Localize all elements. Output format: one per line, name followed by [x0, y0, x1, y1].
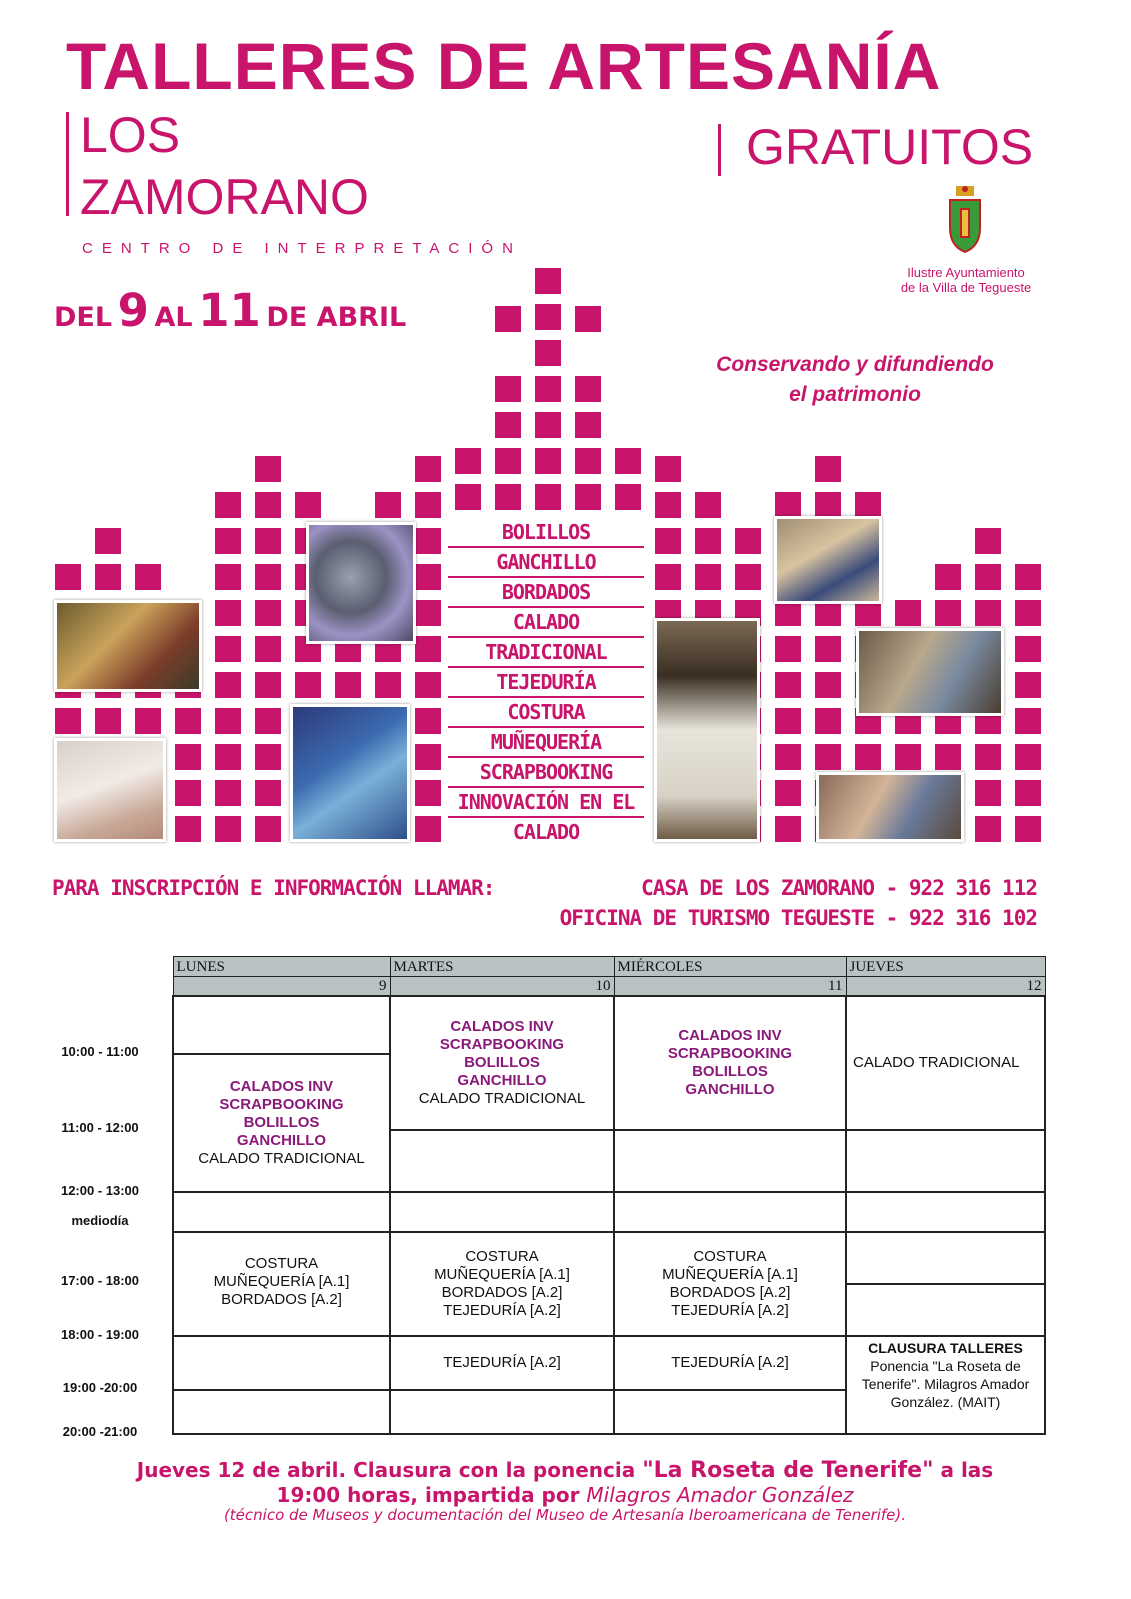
decor-block	[495, 376, 521, 402]
schedule-cell	[614, 1336, 846, 1390]
decor-block	[975, 564, 1001, 590]
decor-block	[775, 780, 801, 806]
cell-line: TEJEDURÍA [A.2]	[443, 1354, 561, 1371]
taller-item: MUÑEQUERÍA	[448, 728, 644, 758]
decor-block	[1015, 672, 1041, 698]
decor-block	[815, 636, 841, 662]
schedule-cell	[173, 1192, 390, 1232]
decor-block	[495, 412, 521, 438]
decor-block	[255, 492, 281, 518]
cell-line: BORDADOS [A.2]	[441, 1284, 563, 1301]
day-number: 9	[173, 977, 390, 997]
footer-line-1	[30, 1458, 1100, 1483]
schedule-cell	[173, 1054, 390, 1192]
schedule-cell	[614, 1130, 846, 1192]
decor-block	[535, 268, 561, 294]
decor-block	[975, 780, 1001, 806]
decor-block	[855, 744, 881, 770]
decor-block	[695, 528, 721, 554]
cell-line: SCRAPBOOKING	[439, 1036, 565, 1053]
schedule-table	[172, 956, 1046, 1435]
taller-list	[448, 518, 644, 848]
decor-block	[415, 672, 441, 698]
decor-block	[575, 448, 601, 474]
schedule-cell	[173, 1232, 390, 1336]
decor-block	[975, 528, 1001, 554]
slogan-line-2: el patrimonio	[789, 383, 921, 406]
day-number: 11	[614, 977, 846, 997]
decor-block	[455, 448, 481, 474]
contact-oficina: OFICINA DE TURISMO TEGUESTE - 922 316 102	[559, 906, 1037, 930]
footer-credit: (técnico de Museos y documentación del Museo de Artesanía Iberoamericana de Tenerife).	[223, 1506, 907, 1524]
taller-item: CALADO	[512, 820, 580, 844]
decor-block	[215, 636, 241, 662]
schedule-cell	[846, 1336, 1045, 1434]
decor-block	[255, 564, 281, 590]
cell-line: COSTURA	[244, 1255, 319, 1272]
decor-block	[615, 448, 641, 474]
decor-block	[135, 708, 161, 734]
day-header: LUNES	[173, 957, 390, 977]
decor-block	[255, 744, 281, 770]
slogan-line-1: Conservando y difundiendo	[716, 353, 994, 376]
venue-divider	[66, 112, 69, 216]
time-label: 18:00 - 19:00	[60, 1327, 140, 1342]
event-dates	[54, 284, 406, 337]
photo-scrapbook	[290, 704, 410, 842]
decor-block	[495, 448, 521, 474]
decor-block	[775, 672, 801, 698]
decor-block	[535, 340, 561, 366]
decor-block	[535, 304, 561, 330]
schedule-cell	[390, 996, 614, 1130]
decor-block	[215, 672, 241, 698]
photo-grupo-taller	[816, 772, 964, 842]
schedule-cell	[390, 1232, 614, 1336]
time-label: 11:00 - 12:00	[61, 1120, 139, 1135]
decor-block	[215, 564, 241, 590]
venue-line-1: LOS	[80, 107, 181, 163]
taller-item: CALADO	[448, 608, 644, 638]
decor-block	[255, 816, 281, 842]
decor-block	[815, 708, 841, 734]
decor-block	[895, 744, 921, 770]
decor-block	[1015, 744, 1041, 770]
clausura-title: CLAUSURA TALLERES	[868, 1340, 1023, 1356]
decor-block	[415, 492, 441, 518]
footer-text: 19:00 horas, impartida por	[276, 1483, 587, 1507]
decor-block	[935, 564, 961, 590]
photo-pulseras	[306, 522, 416, 644]
decor-block	[815, 744, 841, 770]
cell-line: CALADOS INV	[450, 1018, 554, 1035]
time-label: mediodía	[71, 1213, 129, 1228]
decor-block	[775, 636, 801, 662]
decor-block	[975, 744, 1001, 770]
cell-line: COSTURA	[465, 1248, 539, 1265]
taller-item: COSTURA	[448, 698, 644, 728]
decor-block	[415, 816, 441, 842]
decor-block	[975, 816, 1001, 842]
decor-block	[135, 564, 161, 590]
decor-block	[95, 708, 121, 734]
decor-block	[535, 448, 561, 474]
cell-line: MUÑEQUERÍA [A.1]	[662, 1266, 798, 1283]
decor-block	[215, 600, 241, 626]
decor-block	[415, 636, 441, 662]
decor-block	[935, 600, 961, 626]
time-label: 20:00 -21:00	[62, 1424, 138, 1439]
photo-bolillos	[54, 600, 202, 692]
schedule-cell	[390, 1336, 614, 1390]
cell-line: BOLILLOS	[464, 1054, 540, 1071]
dates-al: AL	[154, 302, 193, 333]
decor-block	[175, 816, 201, 842]
decor-block	[735, 564, 761, 590]
decor-block	[415, 528, 441, 554]
decor-block	[295, 672, 321, 698]
contact-casa: CASA DE LOS ZAMORANO - 922 316 112	[641, 876, 1037, 900]
taller-item: SCRAPBOOKING	[448, 758, 644, 788]
decor-block	[95, 528, 121, 554]
decor-block	[415, 708, 441, 734]
schedule-cell	[614, 1232, 846, 1336]
decor-block	[255, 636, 281, 662]
schedule-cell	[846, 1192, 1045, 1232]
decor-block	[535, 484, 561, 510]
decor-block	[575, 376, 601, 402]
day-header: JUEVES	[846, 957, 1045, 977]
dates-month: DE ABRIL	[266, 302, 407, 333]
decor-block	[175, 744, 201, 770]
coat-of-arms-icon	[946, 184, 984, 254]
time-label: 19:00 -20:00	[62, 1380, 138, 1395]
cell-line: COSTURA	[693, 1248, 767, 1265]
decor-block	[215, 492, 241, 518]
schedule-cell	[614, 996, 846, 1130]
cell-line: CALADOS INV	[229, 1078, 334, 1095]
schedule-cell	[614, 1390, 846, 1434]
footer-line-2	[30, 1483, 1100, 1508]
venue-subtitle: CENTRO DE INTERPRETACIÓN	[82, 240, 522, 257]
decor-block	[775, 816, 801, 842]
decor-block	[375, 672, 401, 698]
schedule-cell	[390, 1192, 614, 1232]
contact-label: PARA INSCRIPCIÓN E INFORMACIÓN LLAMAR:	[52, 876, 495, 900]
decor-block	[535, 412, 561, 438]
decor-block	[815, 672, 841, 698]
decor-block	[1015, 564, 1041, 590]
cell-line: GANCHILLO	[236, 1132, 327, 1149]
cell-line: GANCHILLO	[457, 1072, 547, 1089]
footer-announcement	[30, 1458, 1100, 1508]
decor-block	[895, 600, 921, 626]
schedule-cell	[846, 1232, 1045, 1284]
schedule-cell	[390, 1130, 614, 1192]
decor-block	[815, 456, 841, 482]
decor-block	[535, 376, 561, 402]
photo-telar	[856, 628, 1004, 716]
cell-line: MUÑEQUERÍA [A.1]	[434, 1266, 570, 1283]
schedule-cell	[846, 996, 1045, 1130]
decor-block	[775, 492, 801, 518]
decor-block	[655, 492, 681, 518]
decor-block	[335, 672, 361, 698]
footer-text: Jueves 12 de abril. Clausura con la ponencia	[136, 1458, 643, 1482]
cell-line: CALADO TRADICIONAL	[418, 1090, 586, 1107]
decor-block	[575, 484, 601, 510]
decor-block	[935, 744, 961, 770]
footer-text: a las	[933, 1458, 994, 1482]
taller-item: GANCHILLO	[448, 548, 644, 578]
ayuntamiento-line-1: Ilustre Ayuntamiento	[907, 265, 1025, 280]
cell-line: MUÑEQUERÍA [A.1]	[213, 1273, 350, 1290]
decor-block	[655, 456, 681, 482]
dates-start: 9	[117, 284, 149, 337]
table-row	[173, 1336, 1045, 1390]
decor-block	[175, 780, 201, 806]
decor-block	[1015, 600, 1041, 626]
decor-block	[95, 564, 121, 590]
decor-block	[575, 306, 601, 332]
clausura-text: Ponencia "La Roseta de Tenerife". Milagros Amador González. (MAIT)	[861, 1358, 1030, 1410]
schedule-cell	[173, 1390, 390, 1434]
decor-block	[55, 564, 81, 590]
decor-block	[215, 708, 241, 734]
decor-block	[495, 306, 521, 332]
decor-block	[415, 456, 441, 482]
decor-block	[1015, 708, 1041, 734]
photo-bordado-mano	[54, 738, 166, 842]
decor-block	[655, 564, 681, 590]
decor-block	[255, 780, 281, 806]
decor-block	[775, 744, 801, 770]
cell-line: BORDADOS [A.2]	[669, 1284, 791, 1301]
cell-line: BOLILLOS	[692, 1063, 768, 1080]
decor-block	[255, 672, 281, 698]
table-row	[173, 1192, 1045, 1232]
day-header: MARTES	[390, 957, 614, 977]
decor-block	[1015, 780, 1041, 806]
gratuitos-divider	[718, 124, 721, 176]
ayuntamiento-line-2: de la Villa de Tegueste	[900, 280, 1032, 295]
cell-line: SCRAPBOOKING	[667, 1045, 793, 1062]
table-row	[173, 996, 1045, 1054]
time-label: 12:00 - 13:00	[60, 1183, 140, 1198]
ayuntamiento-name	[884, 265, 1048, 295]
decor-block	[415, 744, 441, 770]
cell-line: CALADO TRADICIONAL	[198, 1150, 365, 1167]
decor-block	[455, 484, 481, 510]
decor-block	[1015, 636, 1041, 662]
decor-block	[615, 484, 641, 510]
table-row	[173, 1232, 1045, 1284]
cell-line: TEJEDURÍA [A.2]	[671, 1354, 789, 1371]
schedule-cell	[614, 1192, 846, 1232]
decor-block	[495, 484, 521, 510]
decor-block	[815, 492, 841, 518]
cell-line: CALADOS INV	[678, 1027, 782, 1044]
decor-block	[215, 528, 241, 554]
taller-item: BOLILLOS	[448, 518, 644, 548]
decor-block	[1015, 816, 1041, 842]
decor-block	[695, 492, 721, 518]
cell-line: BORDADOS [A.2]	[221, 1291, 342, 1308]
cell-line: BOLILLOS	[243, 1114, 320, 1131]
decor-block	[575, 412, 601, 438]
decor-block	[255, 708, 281, 734]
decor-block	[175, 708, 201, 734]
schedule-cell	[173, 996, 390, 1054]
cell-line: SCRAPBOOKING	[219, 1096, 344, 1113]
time-label: 10:00 - 11:00	[61, 1044, 139, 1059]
decor-block	[855, 492, 881, 518]
photo-taller-mesa	[774, 516, 882, 604]
taller-item: TRADICIONAL	[448, 638, 644, 668]
cell-line: GANCHILLO	[685, 1081, 775, 1098]
decor-block	[215, 780, 241, 806]
schedule-daynum-row	[173, 977, 1045, 997]
decor-block	[415, 600, 441, 626]
footer-talk-title: "La Roseta de Tenerife"	[642, 1458, 934, 1483]
schedule-cell	[390, 1390, 614, 1434]
schedule-header-row	[173, 957, 1045, 977]
decor-block	[255, 528, 281, 554]
decor-block	[695, 564, 721, 590]
decor-block	[415, 780, 441, 806]
cell-line: TEJEDURÍA [A.2]	[443, 1302, 561, 1319]
cell-line: TEJEDURÍA [A.2]	[671, 1302, 789, 1319]
dates-end: 11	[198, 284, 261, 337]
day-number: 10	[390, 977, 614, 997]
dates-del: DEL	[54, 302, 113, 333]
venue-line-2: ZAMORANO	[80, 169, 369, 225]
decor-block	[735, 528, 761, 554]
time-label: 17:00 - 18:00	[60, 1273, 140, 1288]
decor-block	[655, 528, 681, 554]
decor-block	[215, 816, 241, 842]
schedule-cell	[846, 1284, 1045, 1336]
cell-line: CALADO TRADICIONAL	[853, 1054, 1020, 1071]
taller-item: BORDADOS	[448, 578, 644, 608]
taller-item: INNOVACIÓN EN EL	[448, 788, 644, 818]
decor-block	[295, 492, 321, 518]
photo-traje-tradicional	[654, 618, 760, 842]
decor-block	[375, 492, 401, 518]
decor-block	[215, 744, 241, 770]
footer-speaker: Milagros Amador González	[586, 1483, 854, 1507]
schedule-cell	[173, 1336, 390, 1390]
decor-block	[55, 708, 81, 734]
free-label: GRATUITOS	[746, 119, 1034, 175]
decor-block	[255, 456, 281, 482]
schedule-cell	[846, 1130, 1045, 1192]
slogan	[660, 350, 1050, 410]
decor-block	[775, 708, 801, 734]
decor-block	[975, 600, 1001, 626]
decor-block	[255, 600, 281, 626]
taller-item: TEJEDURÍA	[448, 668, 644, 698]
day-header: MIÉRCOLES	[614, 957, 846, 977]
day-number: 12	[846, 977, 1045, 997]
poster-title: TALLERES DE ARTESANÍA	[66, 29, 942, 103]
decor-block	[415, 564, 441, 590]
